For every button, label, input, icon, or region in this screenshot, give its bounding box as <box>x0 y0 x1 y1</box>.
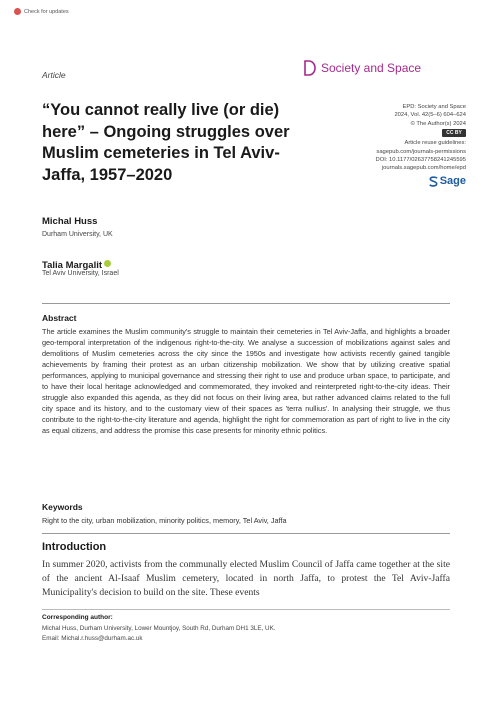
check-for-updates-badge[interactable] <box>14 8 69 15</box>
correspondence-heading: Corresponding author: <box>42 614 113 621</box>
article-type-label: Article <box>42 70 66 80</box>
meta-journal: EPD: Society and Space <box>402 104 466 110</box>
author-affiliation-1: Durham University, UK <box>42 231 113 238</box>
keywords-divider <box>42 533 450 534</box>
footnote-divider <box>42 609 450 610</box>
orcid-icon[interactable] <box>104 260 111 267</box>
meta-doi[interactable]: DOI: 10.1177/02637758241245595 <box>375 157 466 164</box>
author-name-1: Michal Huss <box>42 216 98 227</box>
meta-journal-link[interactable]: journals.sagepub.com/home/epd <box>381 165 466 172</box>
check-for-updates-label: Check for updates <box>24 8 69 15</box>
introduction-text: In summer 2020, activists from the communally elected Muslim Council of Jaffa came together at the site of the ancient Al-Isaaf Muslim cemetery, located in north Jaffa, to protest the Tel Aviv-Jaffa Municipality's decision to build on the site. These events <box>42 559 450 598</box>
update-icon <box>14 8 21 15</box>
meta-volume: 2024, Vol. 42(5–6) 604–624 <box>394 112 466 119</box>
publication-meta <box>316 103 466 187</box>
correspondence-address: Michal Huss, Durham University, Lower Mountjoy, South Rd, Durham DH1 3LE, UK. <box>42 625 276 632</box>
cc-license[interactable] <box>316 129 466 137</box>
author-name-2: Talia Margalit <box>42 260 103 271</box>
correspondence-email[interactable]: Email: Michal.r.huss@durham.ac.uk <box>42 635 143 642</box>
meta-permissions-link[interactable]: sagepub.com/journals-permissions <box>376 148 466 155</box>
keywords-heading: Keywords <box>42 502 83 512</box>
sage-logo-text: Sage <box>439 175 466 188</box>
journal-brand <box>304 60 421 76</box>
article-title: “You cannot really live (or die) here” – Ongoing struggles over Muslim cemeteries in Tel Aviv-Jaffa, 1957–2020 <box>42 101 290 184</box>
cc-license-icon <box>442 129 466 137</box>
abstract-heading: Abstract <box>42 313 77 323</box>
meta-reuse-heading: Article reuse guidelines: <box>404 140 466 147</box>
journal-name: Society and Space <box>321 61 422 75</box>
abstract-text: The article examines the Muslim community's struggle to maintain their cemeteries in Tel Aviv-Jaffa, and highlights a broader geo-temporal interpretation of the indigenous right-to-the-city. We analyse a succession of mobilizations against sales and demolitions of Muslim cemeteries across the city since the 1950s and investigate how activists recently gained tangible achievements by framing their protest as an urban citizenship mobilization. We show that by utilizing creative spatial performances, applying to municipal governance and stressing their right to use and produce urban space, to participate, and to have their local heritage acknowledged and commemorated, they invoked and reinterpreted right-to-the-city ideas. Their struggle also expanded this agenda, as they did not focus on their living area, but rather advanced claims related to the full city space and its history, and to the customary view of their spaces as 'terra nullius'. In analysing their struggle, we thus contribute to the right-to-the-city literature and agenda, highlight the right for commemoration as part of right to live in the city as equal citizens, and address the promise this case presents for minority ethnic politics. <box>42 327 450 435</box>
keywords-text: Right to the city, urban mobilization, minority politics, memory, Tel Aviv, Jaffa <box>42 516 287 525</box>
abstract-divider <box>42 303 450 304</box>
publisher-logo <box>316 176 466 187</box>
author-affiliation-2: Tel Aviv University, Israel <box>42 270 119 277</box>
cc-license-label: CC BY <box>446 130 462 137</box>
introduction-heading: Introduction <box>42 541 107 553</box>
sage-logo-icon <box>429 176 438 187</box>
meta-copyright: © The Author(s) 2024 <box>410 120 466 127</box>
journal-logo-icon <box>304 60 316 76</box>
